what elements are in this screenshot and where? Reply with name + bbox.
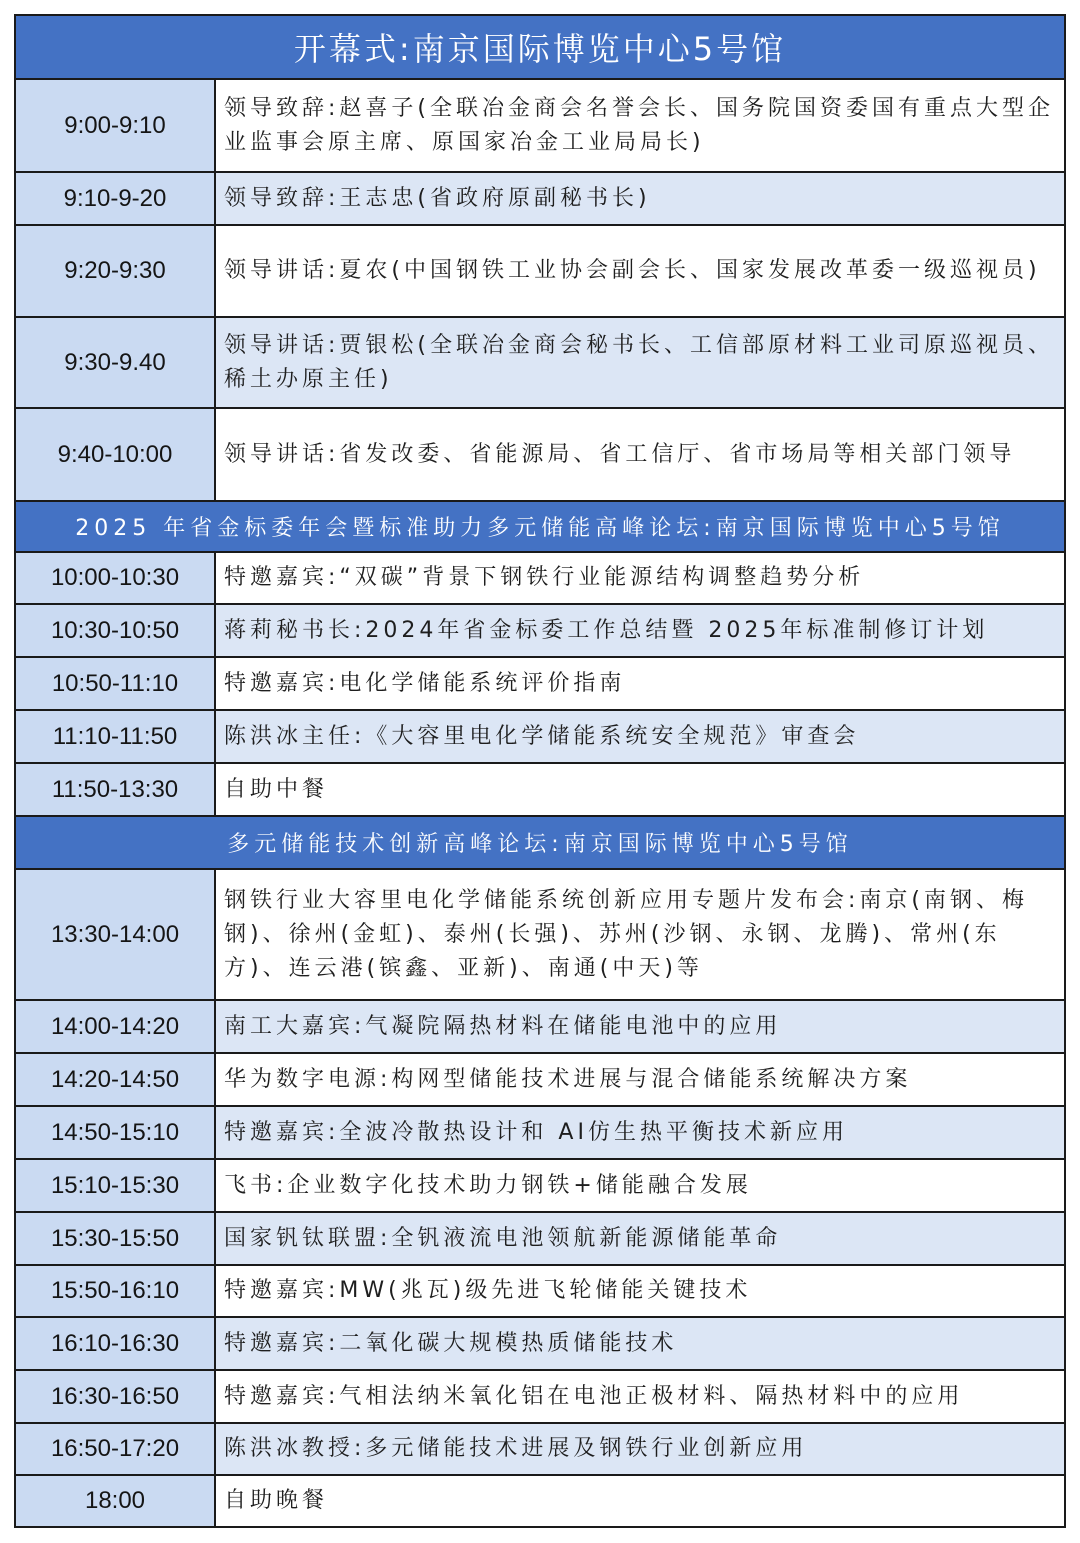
session-text: 飞书:企业数字化技术助力钢铁+储能融合发展 [224, 1172, 752, 1198]
table-row [16, 1476, 1064, 1526]
section-title: 2025 年省金标委年会暨标准助力多元储能高峰论坛:南京国际博览中心5号馆 [75, 516, 1005, 541]
content-cell [216, 711, 1064, 762]
session-text: 陈洪冰主任:《大容里电化学储能系统安全规范》审查会 [224, 723, 860, 749]
content-cell [216, 1160, 1064, 1211]
session-text: 国家钒钛联盟:全钒液流电池领航新能源储能革命 [224, 1225, 782, 1251]
content-cell [216, 173, 1064, 224]
session-text: 华为数字电源:构网型储能技术进展与混合储能系统解决方案 [224, 1066, 912, 1092]
table-row [16, 870, 1064, 1001]
table-row [16, 173, 1064, 226]
time-cell: 13:30-14:00 [16, 870, 216, 999]
time-cell: 15:30-15:50 [16, 1213, 216, 1264]
content-cell [216, 1371, 1064, 1422]
session-text: 特邀嘉宾:MW(兆瓦)级先进飞轮储能关键技术 [224, 1278, 752, 1303]
section-header [16, 16, 1064, 80]
content-cell [216, 409, 1064, 500]
table-row [16, 409, 1064, 502]
table-row [16, 1001, 1064, 1054]
time-cell: 14:00-14:20 [16, 1001, 216, 1052]
table-row [16, 658, 1064, 711]
session-text: 钢铁行业大容里电化学储能系统创新应用专题片发布会:南京(南钢、梅钢)、徐州(金虹)、泰州(长强)、苏州(沙钢、永钢、龙腾)、常州(东方)、连云港(镔鑫、亚新)、南通(中天)等 [224, 887, 1028, 981]
session-text: 领导讲话:省发改委、省能源局、省工信厅、省市场局等相关部门领导 [224, 441, 1016, 467]
time-cell: 16:50-17:20 [16, 1424, 216, 1474]
content-cell [216, 80, 1064, 171]
table-row [16, 1318, 1064, 1371]
content-cell [216, 1107, 1064, 1158]
time-cell: 15:10-15:30 [16, 1160, 216, 1211]
content-cell [216, 318, 1064, 407]
section-title: 开幕式:南京国际博览中心5号馆 [293, 30, 787, 68]
content-cell [216, 605, 1064, 656]
time-cell: 16:30-16:50 [16, 1371, 216, 1422]
time-cell: 18:00 [16, 1476, 216, 1526]
content-cell [216, 870, 1064, 999]
time-cell: 9:30-9.40 [16, 318, 216, 407]
time-cell: 10:30-10:50 [16, 605, 216, 656]
session-text: 蒋莉秘书长:2024年省金标委工作总结暨 2025年标准制修订计划 [224, 617, 989, 643]
content-cell [216, 1476, 1064, 1526]
session-text: 特邀嘉宾:二氧化碳大规模热质储能技术 [224, 1330, 678, 1356]
session-text: 自助晚餐 [224, 1488, 329, 1513]
time-cell: 14:20-14:50 [16, 1054, 216, 1105]
table-row [16, 553, 1064, 605]
session-text: 陈洪冰教授:多元储能技术进展及钢铁行业创新应用 [224, 1436, 808, 1461]
content-cell [216, 1001, 1064, 1052]
schedule-table [14, 14, 1066, 1528]
table-row [16, 318, 1064, 409]
session-text: 特邀嘉宾:全波冷散热设计和 AI仿生热平衡技术新应用 [224, 1119, 848, 1145]
table-row [16, 764, 1064, 817]
table-row [16, 1054, 1064, 1107]
session-text: 特邀嘉宾:电化学储能系统评价指南 [224, 670, 626, 696]
session-text: 领导讲话:贾银松(全联冶金商会秘书长、工信部原材料工业司原巡视员、稀土办原主任) [224, 332, 1054, 392]
content-cell [216, 226, 1064, 316]
time-cell: 11:10-11:50 [16, 711, 216, 762]
session-text: 南工大嘉宾:气凝院隔热材料在储能电池中的应用 [224, 1013, 782, 1039]
section-header [16, 502, 1064, 553]
content-cell [216, 553, 1064, 603]
table-row [16, 80, 1064, 173]
time-cell: 9:40-10:00 [16, 409, 216, 500]
content-cell [216, 1054, 1064, 1105]
content-cell [216, 1424, 1064, 1474]
session-text: 领导致辞:赵喜子(全联冶金商会名誉会长、国务院国资委国有重点大型企业监事会原主席、原国家冶金工业局局长) [224, 95, 1054, 155]
time-cell: 9:20-9:30 [16, 226, 216, 316]
session-text: 领导讲话:夏农(中国钢铁工业协会副会长、国家发展改革委一级巡视员) [224, 258, 1041, 283]
table-row [16, 605, 1064, 658]
table-row [16, 1213, 1064, 1266]
section-header [16, 817, 1064, 870]
section-title: 多元储能技术创新高峰论坛:南京国际博览中心5号馆 [227, 832, 853, 857]
table-row [16, 1424, 1064, 1476]
table-row [16, 711, 1064, 764]
session-text: 自助中餐 [224, 776, 329, 802]
table-row [16, 1160, 1064, 1213]
content-cell [216, 764, 1064, 815]
time-cell: 14:50-15:10 [16, 1107, 216, 1158]
session-text: 领导致辞:王志忠(省政府原副秘书长) [224, 185, 651, 211]
table-row [16, 226, 1064, 318]
content-cell [216, 1266, 1064, 1316]
content-cell [216, 1213, 1064, 1264]
session-text: 特邀嘉宾:“双碳”背景下钢铁行业能源结构调整趋势分析 [224, 565, 865, 590]
time-cell: 10:50-11:10 [16, 658, 216, 709]
table-row [16, 1266, 1064, 1318]
time-cell: 15:50-16:10 [16, 1266, 216, 1316]
time-cell: 9:00-9:10 [16, 80, 216, 171]
time-cell: 16:10-16:30 [16, 1318, 216, 1369]
table-row [16, 1107, 1064, 1160]
content-cell [216, 658, 1064, 709]
time-cell: 9:10-9-20 [16, 173, 216, 224]
time-cell: 11:50-13:30 [16, 764, 216, 815]
time-cell: 10:00-10:30 [16, 553, 216, 603]
session-text: 特邀嘉宾:气相法纳米氧化铝在电池正极材料、隔热材料中的应用 [224, 1383, 964, 1409]
table-row [16, 1371, 1064, 1424]
content-cell [216, 1318, 1064, 1369]
